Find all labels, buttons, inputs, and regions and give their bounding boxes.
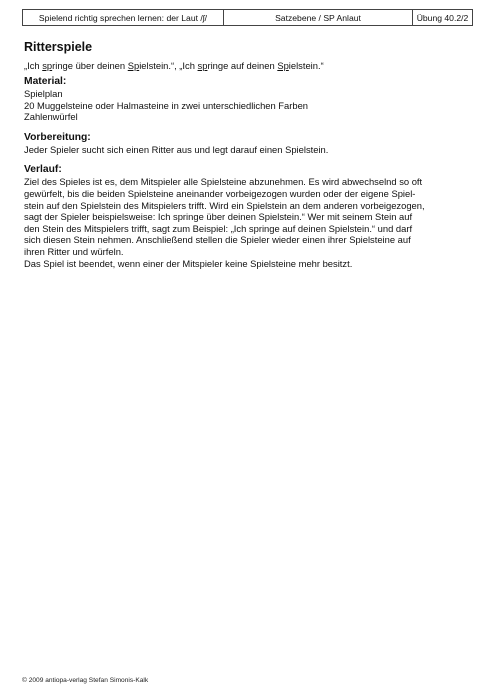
intro-text: ringe auf deinen xyxy=(207,60,278,71)
material-item: 20 Muggelsteine oder Halmasteine in zwei unterschiedlichen Farben xyxy=(24,99,309,111)
verlauf-section xyxy=(24,164,472,269)
worksheet-content xyxy=(24,40,472,278)
verlauf-line: sagt der Spieler beispielsweise: Ich springe über deinen Spielstein.“ Wer mit seinem Stein auf xyxy=(24,211,413,223)
header-exercise-number: Übung 40.2/2 xyxy=(416,12,469,23)
copyright-footer: © 2009 antiopa-verlag Stefan Simonis-Kalk xyxy=(22,677,149,684)
vorbereitung-text: Jeder Spieler sucht sich einen Ritter aus und legt darauf einen Spielstein. xyxy=(24,143,329,155)
highlight-sp: Sp xyxy=(277,60,289,71)
vorbereitung-heading: Vorbereitung: xyxy=(24,131,91,143)
intro-text: „Ich xyxy=(24,60,43,71)
verlauf-heading: Verlauf: xyxy=(24,164,62,176)
header-level: Satzebene / SP Anlaut xyxy=(224,10,413,25)
highlight-sp: Sp xyxy=(127,60,140,71)
verlauf-last-line: Das Spiel ist beendet, wenn einer der Mitspieler keine Spielsteine mehr besitzt. xyxy=(24,257,353,269)
material-section xyxy=(24,76,472,123)
verlauf-line: den Stein des Mitspielers trifft, sagt zum Beispiel: „Ich springe auf deinen Spielstein.“ und darf xyxy=(24,222,413,234)
example-sentences xyxy=(24,60,472,72)
intro-text: ringe über deinen xyxy=(52,60,128,71)
page-title: Ritterspiele xyxy=(24,40,93,54)
intro-text: ielstein.“, „Ich xyxy=(139,60,198,71)
material-heading: Material: xyxy=(24,76,67,87)
verlauf-line: ihren Ritter und würfeln. xyxy=(24,245,124,257)
header-series-title: Spielend richtig sprechen lernen: der Laut /ʃ/ xyxy=(23,10,224,25)
highlight-sp: sp xyxy=(42,60,53,71)
verlauf-line: Ziel des Spieles ist es, dem Mitspieler alle Spielsteine abzunehmen. Es wird abwechselnd so oft xyxy=(24,176,423,188)
highlight-sp: sp xyxy=(197,60,208,71)
verlauf-line: gewürfelt, bis die beiden Spielsteine aneinander vorbeigezogen wurden oder der eigene Spiel- xyxy=(24,187,416,199)
vorbereitung-section xyxy=(24,132,472,156)
verlauf-line: stein auf den Spielstein des Mitspielers trifft. Wird ein Spielstein an dem anderen vorbeigezogen, xyxy=(24,199,425,211)
material-item: Zahlenwürfel xyxy=(24,111,78,123)
material-item: Spielplan xyxy=(24,88,63,99)
verlauf-line: sich diesen Stein nehmen. Anschließend stellen die Spieler wieder einen ihrer Spielsteine auf xyxy=(24,234,411,246)
intro-text: ielstein.“ xyxy=(288,60,324,71)
worksheet-header xyxy=(22,9,473,26)
